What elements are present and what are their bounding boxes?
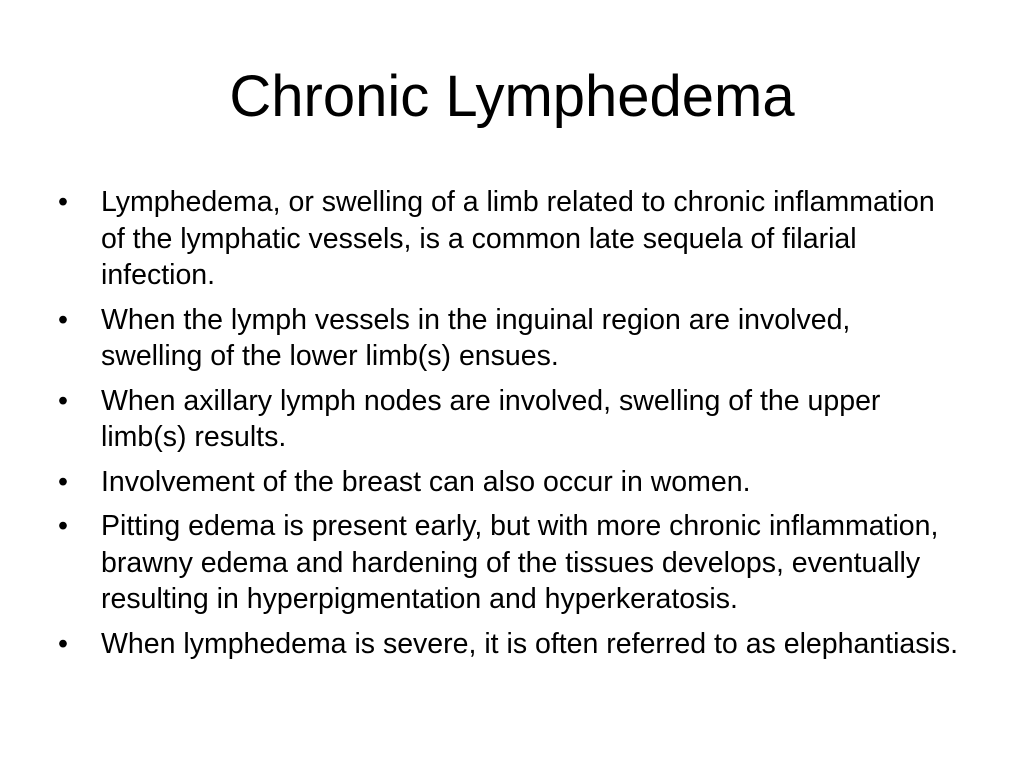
bullet-text: Pitting edema is present early, but with more chronic inflammation, brawny edema and hardening of the tissues develops, eventually resulting in hyperpigmentation and hyperkeratosis. <box>101 510 939 615</box>
bullet-icon: • <box>58 510 68 542</box>
list-item <box>58 184 958 294</box>
bullet-text: When lymphedema is severe, it is often referred to as elephantiasis. <box>101 627 959 660</box>
bullet-icon: • <box>58 465 68 498</box>
bullet-list <box>58 184 958 662</box>
bullet-icon: • <box>58 627 68 660</box>
bullet-text: When axillary lymph nodes are involved, swelling of the upper limb(s) results. <box>101 384 881 453</box>
bullet-text: Involvement of the breast can also occur in women. <box>101 465 751 498</box>
list-item <box>58 383 958 456</box>
list-item <box>58 626 958 663</box>
bullet-text: When the lymph vessels in the inguinal region are involved, swelling of the lower limb(s) ensues. <box>101 303 851 372</box>
bullet-icon: • <box>58 186 68 218</box>
bullet-text: Lymphedema, or swelling of a limb related to chronic inflammation of the lymphatic vessels, is a common late sequela of filarial infection. <box>101 186 935 291</box>
list-item <box>58 302 958 375</box>
list-item <box>58 508 958 618</box>
slide-title: Chronic Lymphedema <box>229 64 795 129</box>
bullet-icon: • <box>58 303 68 336</box>
bullet-icon: • <box>58 384 68 417</box>
list-item <box>58 464 958 501</box>
